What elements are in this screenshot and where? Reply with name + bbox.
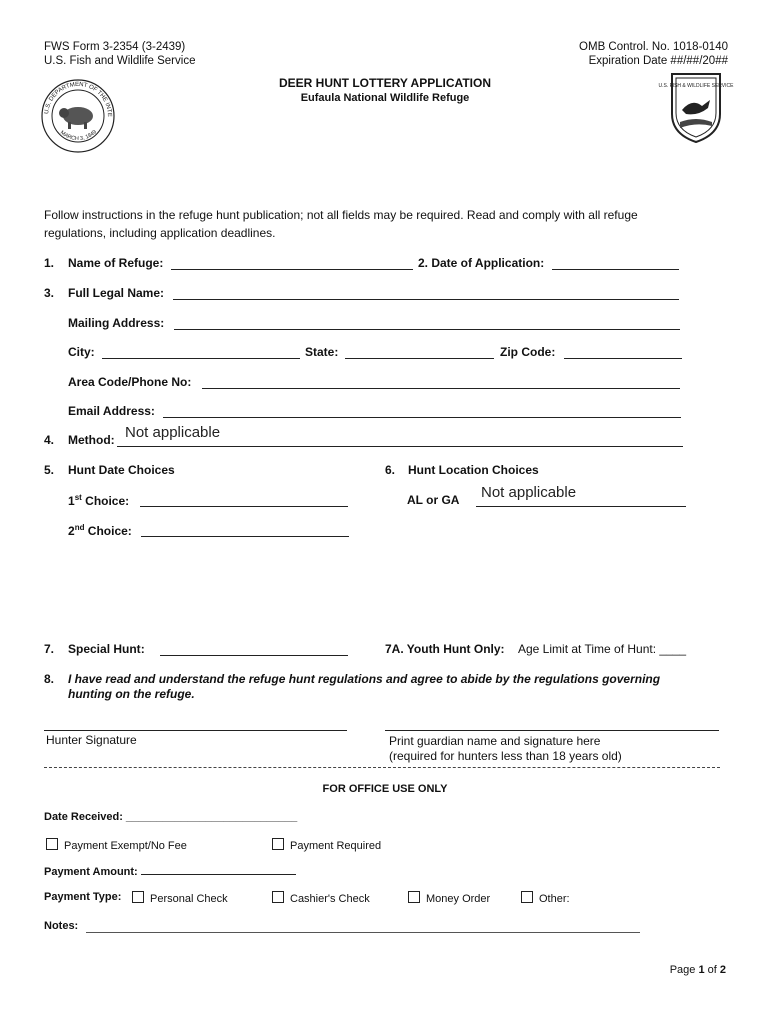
name-of-refuge-label: Name of Refuge: xyxy=(68,256,164,270)
payment-required-option[interactable]: Payment Required xyxy=(272,838,381,852)
al-or-ga-label: AL or GA xyxy=(407,493,460,507)
second-choice-label: 2nd Choice: xyxy=(68,523,132,538)
office-divider xyxy=(44,767,720,768)
phone-label: Area Code/Phone No: xyxy=(68,375,192,389)
other-option[interactable]: Other: xyxy=(521,891,570,905)
payment-required-checkbox[interactable] xyxy=(272,838,284,850)
hunt-location-choices-label: Hunt Location Choices xyxy=(408,463,539,477)
guardian-signature-label-2: (required for hunters less than 18 years old) xyxy=(389,749,622,763)
email-label: Email Address: xyxy=(68,404,155,418)
zip-code-label: Zip Code: xyxy=(500,345,556,359)
money-order-option[interactable]: Money Order xyxy=(408,891,490,905)
phone-field[interactable] xyxy=(202,376,680,394)
second-choice-field[interactable] xyxy=(141,524,349,542)
mailing-address-field[interactable] xyxy=(174,317,680,335)
guardian-signature-label-1: Print guardian name and signature here xyxy=(389,734,601,748)
first-choice-label: 1st Choice: xyxy=(68,493,130,508)
form-number: FWS Form 3-2354 (3-2439) xyxy=(44,41,186,53)
item-number-7: 7. xyxy=(44,642,55,656)
personal-check-option[interactable]: Personal Check xyxy=(132,891,228,905)
seal-date-text: MARCH 3, 1849 xyxy=(58,129,98,143)
intro-line-1: Follow instructions in the refuge hunt publication; not all fields may be required. Read and comply with all refuge xyxy=(44,208,638,222)
name-of-refuge-field[interactable] xyxy=(171,257,413,275)
shield-text: U.S. FISH & WILDLIFE SERVICE xyxy=(658,83,734,89)
item-number-1: 1. xyxy=(44,256,55,270)
office-use-heading: FOR OFFICE USE ONLY xyxy=(322,783,448,795)
item-number-5: 5. xyxy=(44,463,55,477)
fws-shield-logo xyxy=(658,70,734,144)
item-number-3: 3. xyxy=(44,286,55,300)
email-field[interactable] xyxy=(163,405,681,423)
hunt-date-choices-label: Hunt Date Choices xyxy=(68,463,175,477)
svg-text:MARCH 3, 1849 xyxy=(59,129,98,142)
item-number-6: 6. xyxy=(385,463,396,477)
agreement-line-2: hunting on the refuge. xyxy=(68,687,195,701)
youth-hunt-label: 7A. Youth Hunt Only: xyxy=(385,642,505,656)
agreement-line-1: I have read and understand the refuge hunt regulations and agree to abide by the regulations governing xyxy=(68,672,661,686)
page-number: Page 1 of 2 xyxy=(669,964,726,976)
seal-arc-text: U.S. DEPARTMENT OF THE INTE xyxy=(44,81,113,118)
payment-type-label: Payment Type: xyxy=(44,891,122,903)
date-received-label: Date Received: ____________________________ xyxy=(44,811,298,823)
form-title: DEER HUNT LOTTERY APPLICATION xyxy=(278,76,491,90)
city-label: City: xyxy=(68,345,95,359)
hunter-signature-label: Hunter Signature xyxy=(46,733,137,747)
agency-name: U.S. Fish and Wildlife Service xyxy=(44,55,196,67)
money-order-checkbox[interactable] xyxy=(408,891,420,903)
interior-seal-logo xyxy=(40,78,116,154)
method-label: Method: xyxy=(68,433,115,447)
full-legal-name-label: Full Legal Name: xyxy=(68,286,165,300)
special-hunt-label: Special Hunt: xyxy=(68,642,145,656)
personal-check-checkbox[interactable] xyxy=(132,891,144,903)
date-of-application-field[interactable] xyxy=(552,257,679,275)
form-subtitle: Eufaula National Wildlife Refuge xyxy=(300,92,470,104)
notes-field[interactable] xyxy=(86,920,640,938)
location-choice-value: Not applicable xyxy=(481,484,577,501)
expiration-date: Expiration Date ##/##/20## xyxy=(588,55,728,67)
age-limit-label: Age Limit at Time of Hunt: ____ xyxy=(518,642,687,656)
item-number-4: 4. xyxy=(44,433,55,447)
full-legal-name-field[interactable] xyxy=(173,287,679,305)
zip-code-field[interactable] xyxy=(564,346,682,364)
payment-exempt-option[interactable]: Payment Exempt/No Fee xyxy=(46,838,187,852)
special-hunt-field[interactable] xyxy=(160,643,348,661)
payment-amount-label: Payment Amount: xyxy=(44,864,296,878)
state-field[interactable] xyxy=(345,346,494,364)
city-field[interactable] xyxy=(102,346,300,364)
first-choice-field[interactable] xyxy=(140,494,348,512)
cashiers-check-checkbox[interactable] xyxy=(272,891,284,903)
notes-label: Notes: xyxy=(44,920,79,932)
item-number-8: 8. xyxy=(44,672,55,686)
state-label: State: xyxy=(305,345,339,359)
intro-line-2: regulations, including application deadlines. xyxy=(44,226,276,240)
cashiers-check-option[interactable]: Cashier's Check xyxy=(272,891,370,905)
payment-exempt-checkbox[interactable] xyxy=(46,838,58,850)
omb-control-number: OMB Control. No. 1018-0140 xyxy=(579,41,728,53)
method-value: Not applicable xyxy=(125,424,221,441)
mailing-address-label: Mailing Address: xyxy=(68,316,165,330)
other-checkbox[interactable] xyxy=(521,891,533,903)
date-of-application-label: 2. Date of Application: xyxy=(418,256,545,270)
